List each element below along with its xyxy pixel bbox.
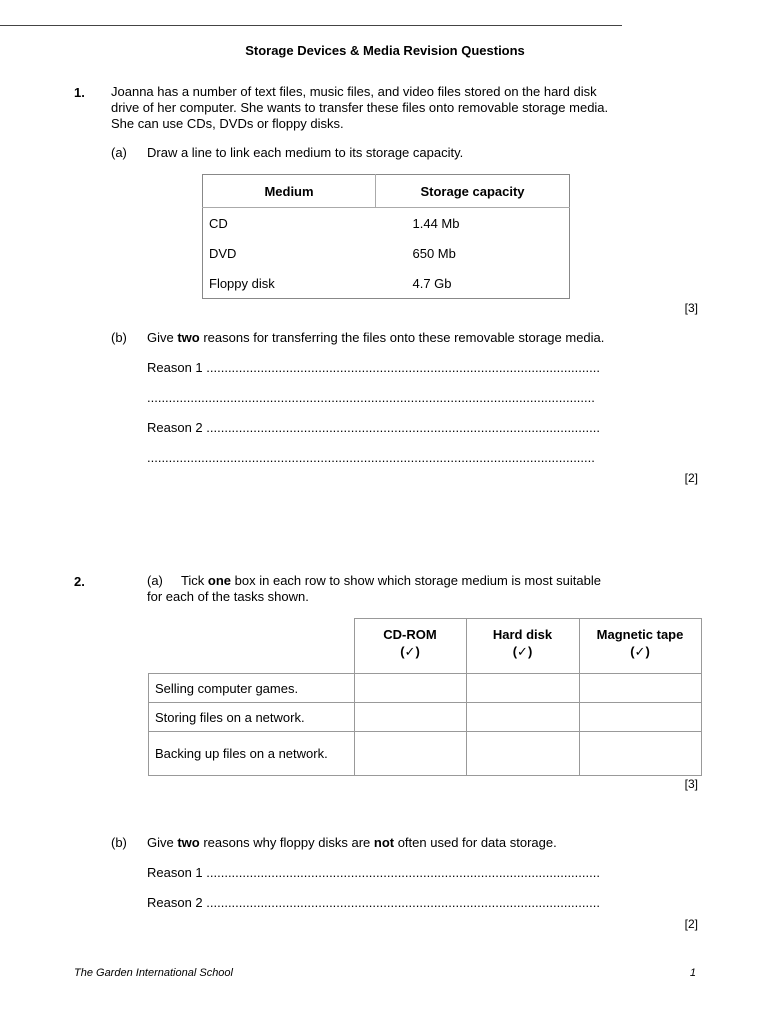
q2b-text-part: often used for data storage.: [394, 835, 557, 850]
q1b-text-part: Give: [147, 330, 178, 345]
q1b-label: (b): [111, 330, 127, 345]
q2a-line-2: for each of the tasks shown.: [147, 589, 309, 604]
medium-cell: Floppy disk: [209, 275, 275, 291]
q1b-reason-1-line[interactable]: Reason 1 .............................................................................................................: [147, 360, 600, 375]
q2a-text-bold: one: [207, 573, 232, 588]
q2a-line-1: [147, 573, 601, 589]
column-name: Magnetic tape: [596, 627, 684, 642]
cdrom-header: [354, 619, 466, 674]
table-header-row: [203, 175, 570, 208]
q2a-text-part: box in each row to show which storage medium is most suitable: [231, 573, 601, 588]
q1b-marks: [2]: [684, 471, 698, 485]
q2b-text-part: Give: [147, 835, 178, 850]
tick-box-cdrom[interactable]: [354, 674, 466, 703]
hard-disk-header: [466, 619, 579, 674]
footer-school: The Garden International School: [74, 967, 233, 979]
reason-label: Reason 1: [147, 360, 203, 375]
q2b-text: [147, 835, 557, 850]
capacity-cell: 4.7 Gb: [412, 275, 452, 291]
q2a-label: (a): [147, 573, 163, 588]
reason-label: Reason 2: [147, 420, 203, 435]
table-header-row: [149, 619, 702, 674]
q2b-text-bold: two: [177, 835, 200, 850]
reason-label: Reason 2: [147, 895, 203, 910]
task-cell: Selling computer games.: [149, 674, 355, 703]
capacity-cell: 650 Mb: [412, 245, 456, 261]
question-1-line: drive of her computer. She wants to transfer these files onto removable storage media.: [111, 100, 609, 115]
blank-header-cell: [149, 619, 355, 674]
task-cell: Storing files on a network.: [149, 703, 355, 732]
page-title: Storage Devices & Media Revision Questions: [245, 43, 525, 58]
q1a-marks: [3]: [684, 301, 698, 315]
table-row: [149, 703, 702, 732]
question-1-line: She can use CDs, DVDs or floppy disks.: [111, 116, 344, 131]
tick-hint: (✓): [400, 644, 420, 659]
table-row: [149, 674, 702, 703]
q2b-text-part: reasons why floppy disks are: [199, 835, 374, 850]
tick-box-hard-disk[interactable]: [466, 703, 579, 732]
table-row: [203, 238, 570, 268]
q1b-text-part: reasons for transferring the files onto these removable storage media.: [199, 330, 605, 345]
question-1-number: 1.: [74, 85, 85, 100]
question-2-number: 2.: [74, 574, 85, 589]
capacity-header: Storage capacity: [376, 175, 570, 208]
q1b-text-bold: two: [177, 330, 200, 345]
q2b-reason-2-line[interactable]: Reason 2 .............................................................................................................: [147, 895, 600, 910]
question-1-line: Joanna has a number of text files, music files, and video files stored on the hard disk: [111, 84, 597, 99]
tick-box-magnetic-tape[interactable]: [579, 674, 701, 703]
medium-cell: CD: [209, 215, 228, 231]
tick-box-cdrom[interactable]: [354, 703, 466, 732]
task-cell: Backing up files on a network.: [149, 732, 355, 776]
footer-page-number: 1: [689, 967, 696, 979]
q2b-marks: [2]: [684, 917, 698, 931]
capacity-cell: 1.44 Mb: [412, 215, 460, 231]
medium-header: Medium: [203, 175, 376, 208]
q1b-reason-2-cont-line[interactable]: ............................................................................................................................: [147, 450, 595, 465]
table-row: [203, 208, 570, 239]
column-name: Hard disk: [492, 627, 553, 642]
medium-capacity-table: [202, 174, 570, 299]
q1a-label: (a): [111, 145, 127, 160]
reason-label: Reason 1: [147, 865, 203, 880]
question-1-text: [111, 84, 608, 132]
q2a-text: [147, 573, 601, 605]
tick-box-magnetic-tape[interactable]: [579, 703, 701, 732]
q2a-marks: [3]: [684, 777, 698, 791]
q1b-reason-1-cont-line[interactable]: ............................................................................................................................: [147, 390, 595, 405]
table-row: [203, 268, 570, 299]
q2b-label: (b): [111, 835, 127, 850]
tick-box-hard-disk[interactable]: [466, 732, 579, 776]
table-row: [149, 732, 702, 776]
column-name: CD-ROM: [383, 627, 437, 642]
storage-tick-table: [148, 618, 702, 776]
q2b-text-bold: not: [373, 835, 395, 850]
magnetic-tape-header: [579, 619, 701, 674]
q2b-reason-1-line[interactable]: Reason 1 .............................................................................................................: [147, 865, 600, 880]
top-rule: [0, 25, 622, 26]
q2a-text-part: Tick: [180, 573, 208, 588]
tick-hint: (✓): [630, 644, 650, 659]
medium-cell: DVD: [209, 245, 237, 261]
tick-hint: (✓): [512, 644, 533, 659]
tick-box-cdrom[interactable]: [354, 732, 466, 776]
q1a-text: Draw a line to link each medium to its storage capacity.: [147, 145, 464, 160]
tick-box-hard-disk[interactable]: [466, 674, 579, 703]
q1b-text: [147, 330, 604, 345]
tick-box-magnetic-tape[interactable]: [579, 732, 701, 776]
q1b-reason-2-line[interactable]: Reason 2 .............................................................................................................: [147, 420, 600, 435]
